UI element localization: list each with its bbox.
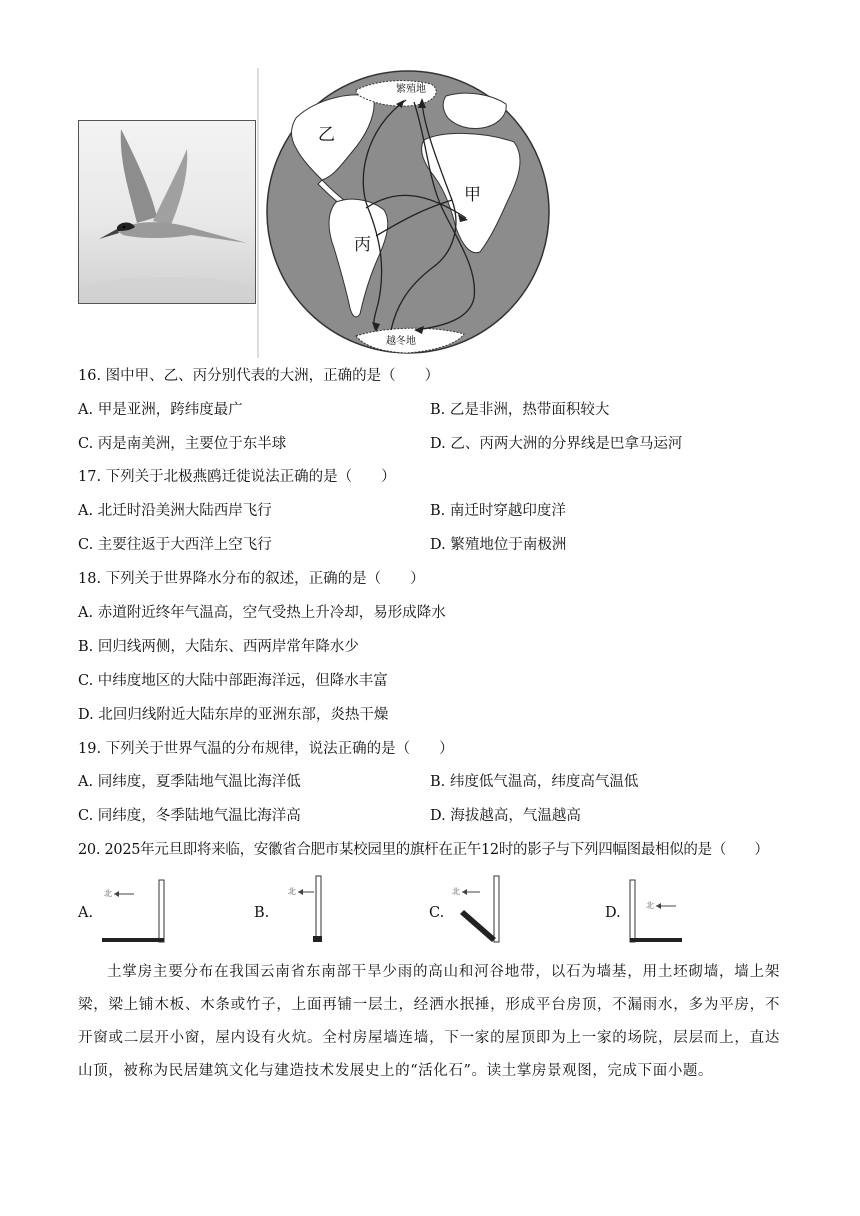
q20-option-d-label[interactable]: D. bbox=[605, 905, 621, 921]
map-label-wintering: 越冬地 bbox=[386, 336, 416, 347]
north-label-c: 北 bbox=[452, 887, 460, 896]
q20-option-d-figure bbox=[626, 876, 686, 946]
arctic-tern-photo bbox=[78, 120, 256, 304]
north-label-a: 北 bbox=[104, 889, 112, 898]
q18-option-d[interactable]: D. 北回归线附近大陆东岸的亚洲东部，炎热干燥 bbox=[78, 707, 389, 723]
q20-option-c-label[interactable]: C. bbox=[429, 905, 445, 921]
tuzhangfang-passage: 土掌房主要分布在我国云南省东南部干旱少雨的高山和河谷地带，以石为墙基，用土坯砌墙，墙上架梁，梁上铺木板、木条或竹子，上面再铺一层土，经洒水抿捶，形成平台房顶，不漏雨水，多为平房，不开窗或二层开小窗，屋内设有火炕。全村房屋墙连墙，下一家的屋顶即为上一家的场院，层层而上，直达山顶，被称为民居建筑文化与建造技术发展史上的“活化石”。读土掌房景观图，完成下面小题。 bbox=[78, 964, 780, 1079]
map-label-jia: 甲 bbox=[464, 185, 481, 205]
map-label-breeding: 繁殖地 bbox=[396, 84, 426, 95]
q20-option-a-figure bbox=[100, 876, 170, 946]
question-19-stem: 19. 下列关于世界气温的分布规律，说法正确的是（ ） bbox=[78, 741, 454, 757]
q17-option-b[interactable]: B. 南迁时穿越印度洋 bbox=[430, 503, 566, 519]
q16-option-a[interactable]: A. 甲是亚洲，跨纬度最广 bbox=[78, 402, 243, 418]
tern-illustration bbox=[79, 121, 255, 303]
q19-option-c[interactable]: C. 同纬度，冬季陆地气温比海洋高 bbox=[78, 808, 301, 824]
question-16-stem: 16. 图中甲、乙、丙分别代表的大洲，正确的是（ ） bbox=[78, 368, 440, 384]
migration-globe-map bbox=[256, 68, 556, 358]
q18-option-a[interactable]: A. 赤道附近终年气温高，空气受热上升冷却，易形成降水 bbox=[78, 605, 446, 621]
q16-option-c[interactable]: C. 丙是南美洲，主要位于东半球 bbox=[78, 436, 287, 452]
north-label-b: 北 bbox=[288, 887, 296, 896]
north-label-d: 北 bbox=[646, 901, 654, 910]
map-label-yi: 乙 bbox=[318, 125, 335, 145]
q20-option-b-figure bbox=[274, 872, 334, 946]
q19-option-b[interactable]: B. 纬度低气温高，纬度高气温低 bbox=[430, 774, 639, 790]
q20-option-c-figure bbox=[448, 872, 518, 946]
q19-option-a[interactable]: A. 同纬度，夏季陆地气温比海洋低 bbox=[78, 774, 301, 790]
q16-option-b[interactable]: B. 乙是非洲，热带面积较大 bbox=[430, 402, 610, 418]
question-17-stem: 17. 下列关于北极燕鸥迁徙说法正确的是（ ） bbox=[78, 469, 396, 485]
q17-option-a[interactable]: A. 北迁时沿美洲大陆西岸飞行 bbox=[78, 503, 272, 519]
q20-option-b-label[interactable]: B. bbox=[254, 905, 270, 921]
q16-option-d[interactable]: D. 乙、丙两大洲的分界线是巴拿马运河 bbox=[430, 436, 683, 452]
map-label-bing: 丙 bbox=[354, 235, 371, 255]
q20-option-a-label[interactable]: A. bbox=[78, 905, 94, 921]
q18-option-c[interactable]: C. 中纬度地区的大陆中部距海洋远，但降水丰富 bbox=[78, 673, 388, 689]
question-18-stem: 18. 下列关于世界降水分布的叙述，正确的是（ ） bbox=[78, 571, 425, 587]
q17-option-d[interactable]: D. 繁殖地位于南极洲 bbox=[430, 537, 567, 553]
question-20-stem: 20. 2025年元旦即将来临，安徽省合肥市某校园里的旗杆在正午12时的影子与下列四幅图最相似的是（ ） bbox=[78, 842, 769, 858]
q17-option-c[interactable]: C. 主要往返于大西洋上空飞行 bbox=[78, 537, 272, 553]
q19-option-d[interactable]: D. 海拔越高，气温越高 bbox=[430, 808, 581, 824]
q18-option-b[interactable]: B. 回归线两侧，大陆东、西两岸常年降水少 bbox=[78, 639, 359, 655]
